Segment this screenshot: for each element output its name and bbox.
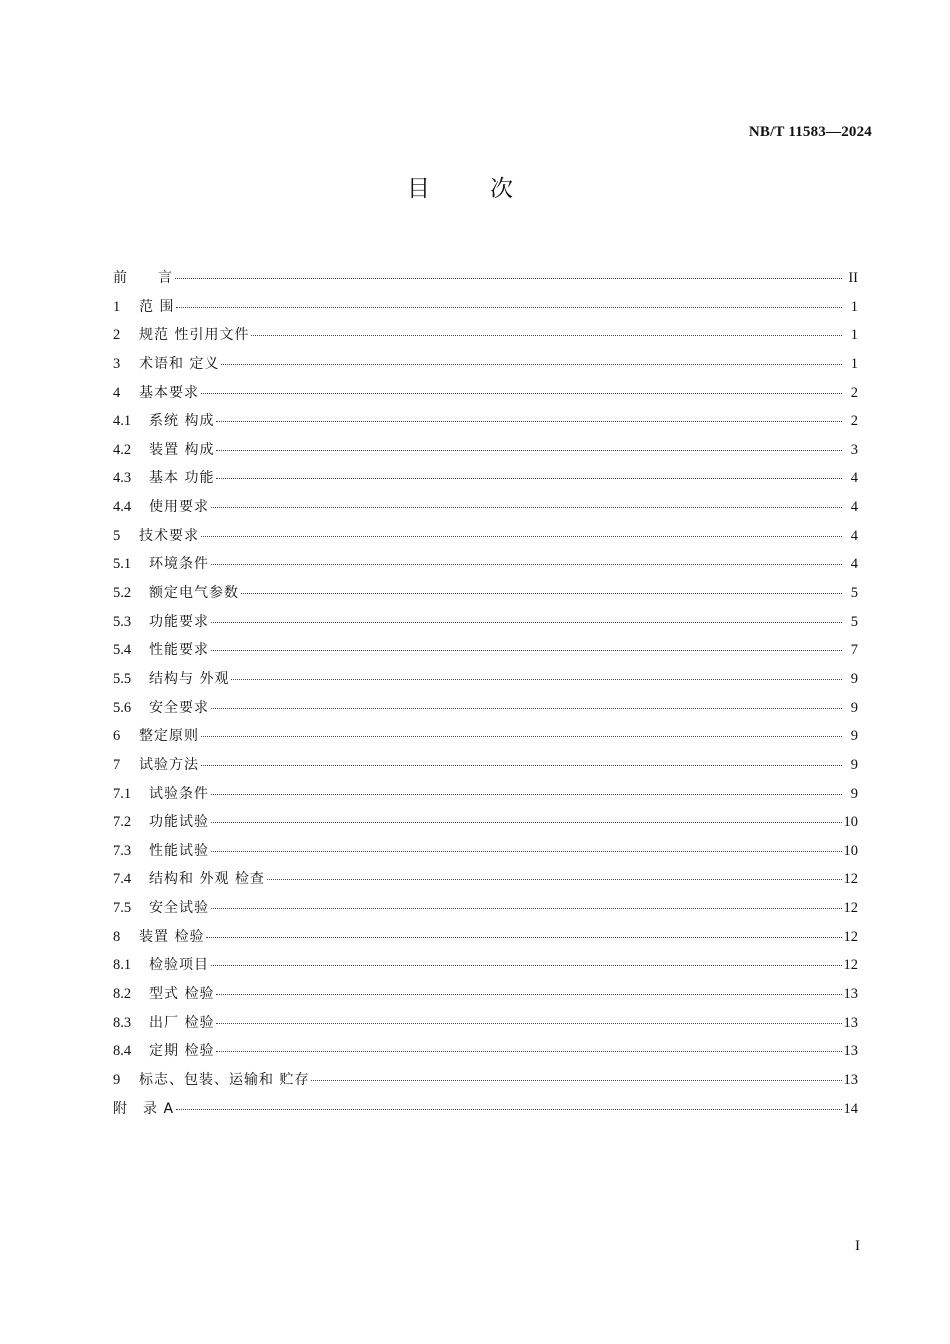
toc-entry[interactable] <box>113 811 858 840</box>
toc-dot-leader <box>211 907 842 909</box>
toc-entry-label: 额定电气参数 <box>149 585 239 602</box>
toc-dot-leader <box>311 1079 841 1081</box>
toc-entry-number: 9 <box>113 1071 121 1088</box>
toc-entry-number: 4.4 <box>113 499 132 516</box>
toc-entry-label: 试验条件 <box>149 785 209 802</box>
toc-entry[interactable] <box>113 496 858 525</box>
toc-entry[interactable] <box>113 1069 858 1098</box>
toc-entry[interactable] <box>113 639 858 668</box>
toc-entry-page: 9 <box>850 756 858 773</box>
toc-entry-label: 装置 检验 <box>139 928 205 945</box>
toc-entry-page: 12 <box>843 957 858 974</box>
toc-entry-number: 7.1 <box>113 785 132 802</box>
toc-dot-leader <box>267 878 842 880</box>
toc-entry-number: 7.5 <box>113 900 132 917</box>
toc-entry-label: 安全试验 <box>149 900 209 917</box>
toc-dot-leader <box>211 793 842 795</box>
toc-entry-number: 7.2 <box>113 814 132 831</box>
toc-entry-page: 9 <box>850 670 858 687</box>
toc-entry[interactable] <box>113 897 858 926</box>
toc-entry-page: 13 <box>843 986 858 1003</box>
toc-entry[interactable] <box>113 1040 858 1069</box>
toc-entry-label: 结构和 外观 检查 <box>149 871 265 888</box>
toc-entry-page: 9 <box>850 728 858 745</box>
toc-entry-number: 8.3 <box>113 1014 132 1031</box>
toc-entry-label: 术语和 定义 <box>139 355 220 372</box>
toc-dot-leader <box>211 506 842 508</box>
toc-dot-leader <box>216 449 842 451</box>
toc-dot-leader <box>231 678 842 680</box>
toc-entry-number: 5.5 <box>113 670 132 687</box>
toc-entry[interactable] <box>113 754 858 783</box>
toc-entry-label: 结构与 外观 <box>149 670 230 687</box>
standard-code: NB/T 11583—2024 <box>748 124 872 140</box>
toc-entry[interactable] <box>113 868 858 897</box>
toc-entry-page: 13 <box>843 1043 858 1060</box>
toc-entry[interactable] <box>113 983 858 1012</box>
toc-entry-number: 8.4 <box>113 1043 132 1060</box>
toc-entry[interactable] <box>113 582 858 611</box>
toc-dot-leader <box>176 306 842 308</box>
toc-entry-number: 4.2 <box>113 441 132 458</box>
toc-entry-label: 环境条件 <box>149 556 209 573</box>
toc-entry-page: 1 <box>850 298 858 315</box>
toc-entry-page: 3 <box>850 441 858 458</box>
toc-dot-leader <box>201 735 842 737</box>
toc-entry-label: 装置 构成 <box>149 441 215 458</box>
toc-dot-leader <box>206 936 841 938</box>
toc-entry-page: 1 <box>850 355 858 372</box>
toc-entry[interactable] <box>113 296 858 325</box>
toc-entry-label: 安全要求 <box>149 699 209 716</box>
page-number: I <box>855 1238 860 1254</box>
toc-dot-leader <box>211 649 842 651</box>
toc-entry[interactable] <box>113 725 858 754</box>
page-title: 目次 <box>407 176 573 202</box>
toc-entry-number: 8 <box>113 928 121 945</box>
toc-entry-label: 前 言 <box>113 270 173 286</box>
toc-entry-label: 整定原则 <box>139 728 199 745</box>
toc-entry-page: 4 <box>850 527 858 544</box>
toc-entry-number: 8.2 <box>113 986 132 1003</box>
toc-entry[interactable] <box>113 382 858 411</box>
toc-entry[interactable] <box>113 267 858 296</box>
toc-dot-leader <box>211 563 842 565</box>
toc-entry-page: 7 <box>850 642 858 659</box>
toc-entry-label: 功能试验 <box>149 814 209 831</box>
toc-entry[interactable] <box>113 926 858 955</box>
toc-dot-leader <box>201 764 842 766</box>
toc-entry-number: 5.1 <box>113 556 132 573</box>
toc-dot-leader <box>216 420 842 422</box>
toc-dot-leader <box>201 535 842 537</box>
toc-entry-number: 4.1 <box>113 413 132 430</box>
toc-entry-page: 9 <box>850 699 858 716</box>
toc-entry-number: 6 <box>113 728 121 745</box>
toc-entry-page: 13 <box>843 1071 858 1088</box>
toc-dot-leader <box>251 334 842 336</box>
toc-entry-number: 5.6 <box>113 699 132 716</box>
toc-dot-leader <box>211 850 842 852</box>
toc-entry-page: II <box>848 270 858 286</box>
toc-entry-number: 2 <box>113 327 121 344</box>
toc-entry-page: 4 <box>850 556 858 573</box>
toc-dot-leader <box>175 277 842 279</box>
toc-entry-number: 7.3 <box>113 842 132 859</box>
toc-entry-number: 1 <box>113 298 121 315</box>
toc-entry[interactable] <box>113 954 858 983</box>
toc-entry-page: 4 <box>850 470 858 487</box>
toc-entry[interactable] <box>113 553 858 582</box>
toc-entry-page: 10 <box>843 814 858 831</box>
toc-entry-number: 5.4 <box>113 642 132 659</box>
toc-entry-page: 12 <box>843 900 858 917</box>
toc-dot-leader <box>221 363 842 365</box>
toc-entry[interactable] <box>113 353 858 382</box>
toc-entry-label: 性能要求 <box>149 642 209 659</box>
toc-entry-number: 5 <box>113 527 121 544</box>
toc-entry-label: 定期 检验 <box>149 1043 215 1060</box>
toc-entry-page: 12 <box>843 928 858 945</box>
toc-entry[interactable] <box>113 668 858 697</box>
toc-dot-leader <box>216 1050 841 1052</box>
toc-dot-leader <box>216 1022 841 1024</box>
toc-entry-label: 试验方法 <box>139 756 199 773</box>
toc-entry[interactable] <box>113 840 858 869</box>
toc-entry-number: 3 <box>113 355 121 372</box>
toc-entry[interactable] <box>113 611 858 640</box>
toc-entry-number: 7 <box>113 756 121 773</box>
toc-entry-page: 13 <box>843 1014 858 1031</box>
toc-entry[interactable] <box>113 1012 858 1041</box>
toc-entry-label: 检验项目 <box>149 957 209 974</box>
toc-entry[interactable] <box>113 697 858 726</box>
toc-entry-label: 功能要求 <box>149 613 209 630</box>
toc-entry-label: 标志、包装、运输和 贮存 <box>139 1071 310 1088</box>
toc-entry[interactable] <box>113 324 858 353</box>
toc-entry-page: 2 <box>850 413 858 430</box>
toc-dot-leader <box>211 707 842 709</box>
toc-entry-label: 技术要求 <box>139 527 199 544</box>
toc-entry-number: 8.1 <box>113 957 132 974</box>
toc-entry-page: 1 <box>850 327 858 344</box>
toc-entry[interactable] <box>113 410 858 439</box>
toc-dot-leader <box>176 1108 841 1110</box>
toc-entry-label: 基本要求 <box>139 384 199 401</box>
toc-entry-label: 系统 构成 <box>149 413 215 430</box>
toc-entry-page: 9 <box>850 785 858 802</box>
toc-entry[interactable] <box>113 525 858 554</box>
toc-dot-leader <box>211 821 842 823</box>
toc-entry-label: 型式 检验 <box>149 986 215 1003</box>
toc-entry-label: 出厂 检验 <box>149 1014 215 1031</box>
toc-entry[interactable] <box>113 783 858 812</box>
toc-entry-number: 4 <box>113 384 121 401</box>
toc-entry[interactable] <box>113 467 858 496</box>
table-of-contents <box>113 267 858 1126</box>
toc-entry-page: 5 <box>850 613 858 630</box>
toc-entry-label: 性能试验 <box>149 842 209 859</box>
toc-entry-page: 2 <box>850 384 858 401</box>
toc-entry-page: 14 <box>843 1100 858 1117</box>
toc-entry-page: 5 <box>850 585 858 602</box>
toc-dot-leader <box>201 392 842 394</box>
toc-dot-leader <box>241 592 842 594</box>
toc-entry-page: 12 <box>843 871 858 888</box>
toc-entry-number: 4.3 <box>113 470 132 487</box>
toc-entry[interactable] <box>113 439 858 468</box>
toc-entry-label: 规范 性引用文件 <box>139 327 250 344</box>
toc-dot-leader <box>216 993 841 995</box>
toc-dot-leader <box>211 964 842 966</box>
toc-dot-leader <box>211 621 842 623</box>
toc-entry[interactable] <box>113 1098 858 1127</box>
toc-entry-label: 范 围 <box>139 298 175 315</box>
toc-entry-number: 5.2 <box>113 585 132 602</box>
toc-entry-label: 使用要求 <box>149 499 209 516</box>
toc-entry-label: 基本 功能 <box>149 470 215 487</box>
toc-entry-number: 7.4 <box>113 871 132 888</box>
toc-entry-number: 5.3 <box>113 613 132 630</box>
toc-entry-label: 附 录 A <box>113 1100 175 1117</box>
toc-entry-page: 10 <box>843 842 858 859</box>
toc-entry-page: 4 <box>850 499 858 516</box>
toc-dot-leader <box>216 477 842 479</box>
